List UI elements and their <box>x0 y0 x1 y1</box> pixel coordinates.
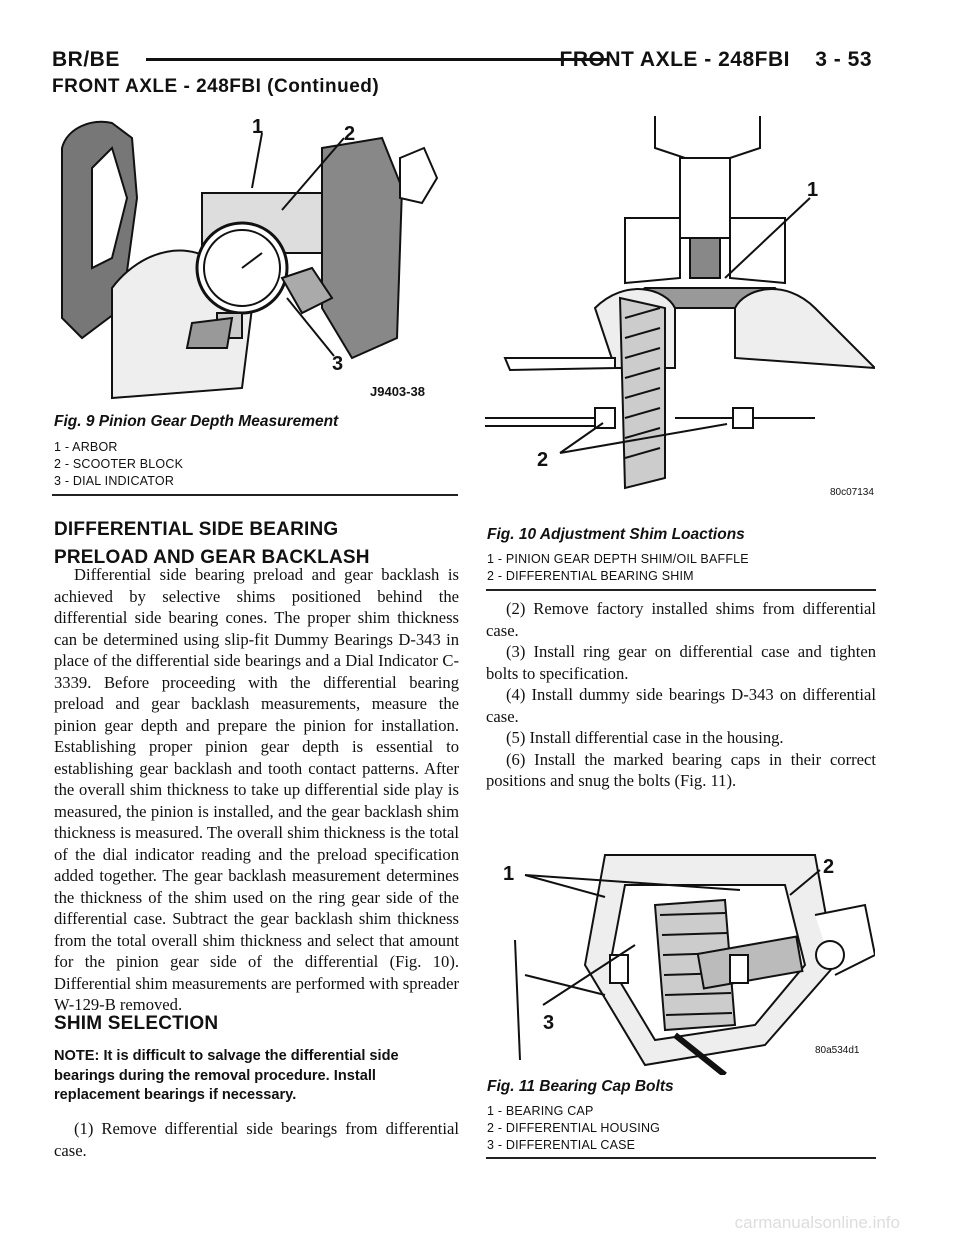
fig9-callout-3: 3 <box>332 353 344 375</box>
heading-shim-selection: SHIM SELECTION <box>54 1013 219 1034</box>
fig11-code: 80a534d1 <box>815 1045 860 1056</box>
note-bearings: NOTE: It is difficult to salvage the differential side bearings during the removal procedure. Install replacement bearings if necessary. <box>54 1048 399 1103</box>
fig9-item-3: 3 - DIAL INDICATOR <box>54 474 175 488</box>
fig9-title: Fig. 9 Pinion Gear Depth Measurement <box>54 413 339 430</box>
fig10-callout-2: 2 <box>537 449 549 471</box>
watermark: carmanualsonline.info <box>734 1213 900 1232</box>
step-3: (3) Install ring gear on differential case and tighten bolts to specification. <box>486 642 876 683</box>
fig10-code: 80c07134 <box>830 487 874 498</box>
fig9-rule <box>52 494 458 496</box>
fig11-callout-1: 1 <box>503 863 515 885</box>
fig11-title: Fig. 11 Bearing Cap Bolts <box>487 1078 674 1095</box>
header-left: BR/BE <box>52 48 120 71</box>
fig10-callout-1: 1 <box>807 179 819 201</box>
fig10-title: Fig. 10 Adjustment Shim Loactions <box>487 526 745 543</box>
fig10-item-2: 2 - DIFFERENTIAL BEARING SHIM <box>487 569 694 583</box>
fig11-callout-2: 2 <box>823 856 835 878</box>
fig9-callout-2: 2 <box>344 123 356 145</box>
fig11-item-1: 1 - BEARING CAP <box>487 1104 594 1118</box>
fig11-callout-3: 3 <box>543 1012 555 1034</box>
fig9-illustration <box>52 108 457 406</box>
fig11-item-2: 2 - DIFFERENTIAL HOUSING <box>487 1121 661 1135</box>
step-1: (1) Remove differential side bearings from differential case. <box>54 1119 459 1160</box>
header-rule <box>146 58 609 61</box>
step-5: (5) Install differential case in the housing. <box>506 728 784 747</box>
fig11-illustration <box>485 845 875 1075</box>
fig10-rule <box>486 589 876 591</box>
preload-backlash-body: Differential side bearing preload and gear backlash is achieved by selective shims positioned behind the differential side bearing cones. The proper shim thickness can be determined using slip-fit Dummy Bearings D-343 in place of the differential side bearings and a Dial Indicator C-3339. Before proceeding with the differential bearing preload and gear backlash measurements, measure the pinion gear depth and prepare the pinion for installation. Establishing proper pinion gear depth is essential to establishing gear backlash and tooth contact patterns. After the overall shim thickness to take up differential side play is measured, the pinion is installed, and the gear backlash shim thickness is measured. The overall shim thickness is the total of the dial indicator reading and the preload specification added together. The gear backlash measurement determines the thickness of the shim used on the ring gear side of the differential case. Subtract the gear backlash shim thickness from the total overall shim thickness and select that amount for the pinion gear side of the differential (Fig. 10). Differential shim measurements are performed with spreader W-129-B removed. <box>54 565 459 1014</box>
fig10-illustration <box>485 108 875 500</box>
fig10-item-1: 1 - PINION GEAR DEPTH SHIM/OIL BAFFLE <box>487 552 749 566</box>
fig9-item-1: 1 - ARBOR <box>54 440 118 454</box>
continued-title: FRONT AXLE - 248FBI (Continued) <box>52 76 380 97</box>
fig9-code: J9403-38 <box>370 384 425 399</box>
header-right: FRONT AXLE - 248FBI 3 - 53 <box>559 48 872 71</box>
fig9-callout-1: 1 <box>252 116 264 138</box>
step-6: (6) Install the marked bearing caps in their correct positions and snug the bolts (Fig. 11). <box>486 749 876 790</box>
fig11-item-3: 3 - DIFFERENTIAL CASE <box>487 1138 636 1152</box>
steps-list <box>486 598 876 792</box>
fig9-item-2: 2 - SCOOTER BLOCK <box>54 457 184 471</box>
fig11-rule <box>486 1157 876 1159</box>
step-2: (2) Remove factory installed shims from differential case. <box>486 599 876 640</box>
step-4: (4) Install dummy side bearings D-343 on differential case. <box>486 685 876 726</box>
heading-preload-backlash: DIFFERENTIAL SIDE BEARING PRELOAD AND GEAR BACKLASH <box>54 519 370 568</box>
